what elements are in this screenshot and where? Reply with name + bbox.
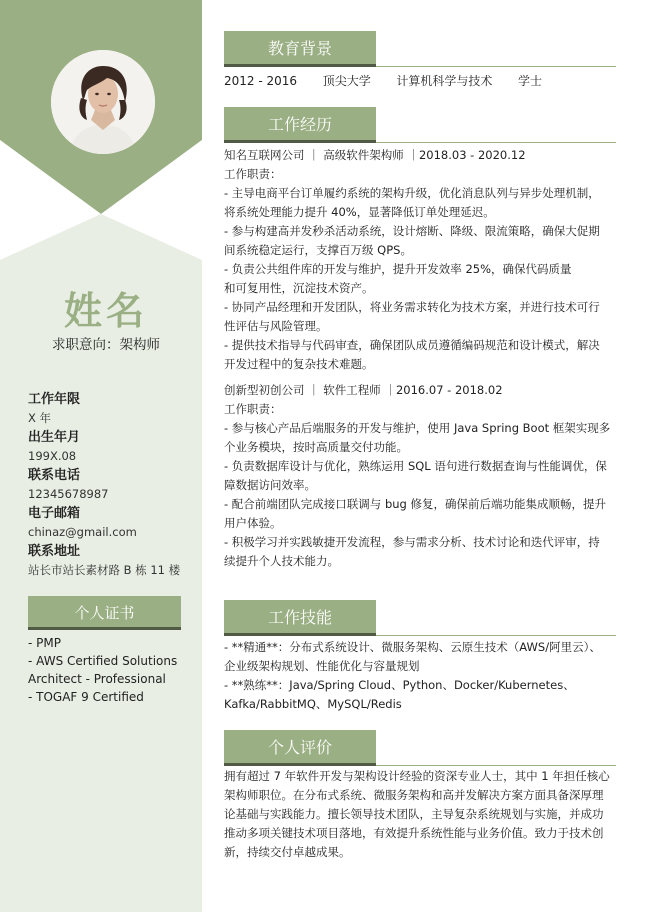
job-line: 个业务模块，按时高质量交付功能。	[224, 440, 408, 454]
job-intent	[0, 333, 212, 353]
info-label-years: 工作年限	[28, 392, 81, 407]
evaluation-line: 架构师职位。在分布式系统、微服务架构和高并发解决方案方面具备深厚理	[224, 788, 604, 802]
education-period: 2012 - 2016	[224, 74, 298, 88]
job-duty-label: 工作职责：	[224, 402, 282, 416]
job-1	[224, 146, 622, 374]
avatar	[51, 50, 155, 154]
job-line: 将系统处理能力提升 40%，显著降低订单处理延迟。	[224, 205, 495, 219]
education-degree: 学士	[518, 74, 543, 88]
job-line: - 提供技术指导与代码审查，确保团队成员遵循编码规范和设计模式，解决	[224, 338, 600, 352]
info-value-phone: 12345678987	[28, 487, 109, 501]
job-line: 和可复用性，沉淀技术资产。	[224, 281, 374, 295]
job-line: 续提升个人技术能力。	[224, 554, 339, 568]
skill-line: - **熟练**：Java/Spring Cloud、Python、Docker/Kubernetes、	[224, 678, 575, 692]
job-line: 性评估与风险管理。	[224, 319, 328, 333]
certificate-item: - TOGAF 9 Certified	[28, 690, 144, 704]
job-header: 创新型初创公司 ｜ 软件工程师 ｜2016.07 - 2018.02	[224, 383, 503, 397]
education-title: 教育背景	[224, 31, 376, 67]
education-row	[224, 72, 624, 89]
evaluation-title: 个人评价	[224, 730, 376, 766]
certificates-title: 个人证书	[28, 596, 181, 630]
info-label-email: 电子邮箱	[28, 506, 81, 521]
info-label-address: 联系地址	[28, 544, 81, 559]
work-title: 工作经历	[224, 107, 376, 143]
skill-line: 企业级架构规划、性能优化与容量规划	[224, 659, 420, 673]
personal-info	[28, 390, 198, 580]
job-intent-label: 求职意向：	[52, 337, 120, 353]
evaluation-line: 论基础与实践能力。擅长领导技术团队，主导复杂系统规划与实施，并成功	[224, 807, 604, 821]
evaluation-line: 新，持续交付卓越成果。	[224, 845, 351, 859]
info-value-birth: 199X.08	[28, 449, 77, 463]
info-value-address: 站长市站长素材路 B 栋 11 楼	[28, 563, 181, 577]
job-line: - 负责公共组件库的开发与维护，提升开发效率 25%，确保代码质量	[224, 262, 572, 276]
job-line: 障数据访问效率。	[224, 478, 316, 492]
job-line: - 配合前端团队完成接口联调与 bug 修复，确保前后端功能集成顺畅，提升	[224, 497, 607, 511]
portrait-icon	[51, 50, 155, 154]
job-line: - 负责数据库设计与优化，熟练运用 SQL 语句进行数据查询与性能调优，保	[224, 459, 607, 473]
info-value-years: X 年	[28, 411, 52, 425]
job-line: 开发过程中的复杂技术难题。	[224, 357, 374, 371]
job-line: - 参与核心产品后端服务的开发与维护，使用 Java Spring Boot 框架实现多	[224, 421, 611, 435]
education-school: 顶尖大学	[322, 74, 371, 88]
evaluation-line: 拥有超过 7 年软件开发与架构设计经验的资深专业人士，其中 1 年担任核心	[224, 769, 610, 783]
job-duty-label: 工作职责：	[224, 167, 282, 181]
job-line: - 参与构建高并发秒杀活动系统，设计熔断、降级、限流策略，确保大促期	[224, 224, 600, 238]
education-major: 计算机科学与技术	[396, 74, 493, 88]
job-header: 知名互联网公司 ｜ 高级软件架构师 ｜2018.03 - 2020.12	[224, 148, 526, 162]
job-intent-value: 架构师	[119, 337, 160, 353]
job-line: 用户体验。	[224, 516, 282, 530]
certificate-item: - AWS Certified Solutions	[28, 654, 178, 668]
job-line: - 主导电商平台订单履约系统的架构升级，优化消息队列与异步处理机制，	[224, 186, 600, 200]
job-line: 间系统稳定运行，支撑百万级 QPS。	[224, 243, 412, 257]
job-line: - 协同产品经理和开发团队，将业务需求转化为技术方案，并进行技术可行	[224, 300, 600, 314]
job-2	[224, 381, 622, 571]
candidate-name: 姓名	[63, 289, 148, 333]
job-line: - 积极学习并实践敏捷开发流程，参与需求分析、技术讨论和迭代评审，持	[224, 535, 600, 549]
info-value-email: chinaz@gmail.com	[28, 525, 137, 539]
info-label-birth: 出生年月	[28, 430, 81, 445]
evaluation-text	[224, 767, 622, 862]
evaluation-line: 推动多项关键技术项目落地，有效提升系统性能与业务价值。致力于技术创	[224, 826, 604, 840]
info-label-phone: 联系电话	[28, 468, 81, 483]
certificate-item: - PMP	[28, 636, 61, 650]
skill-line: - **精通**：分布式系统设计、微服务架构、云原生技术（AWS/阿里云）、	[224, 640, 601, 654]
certificate-item: Architect - Professional	[28, 672, 166, 686]
certificates-list	[28, 634, 198, 706]
skills-list	[224, 638, 622, 714]
skill-line: Kafka/RabbitMQ、MySQL/Redis	[224, 697, 402, 711]
skills-title: 工作技能	[224, 600, 376, 636]
sidebar	[0, 0, 202, 912]
